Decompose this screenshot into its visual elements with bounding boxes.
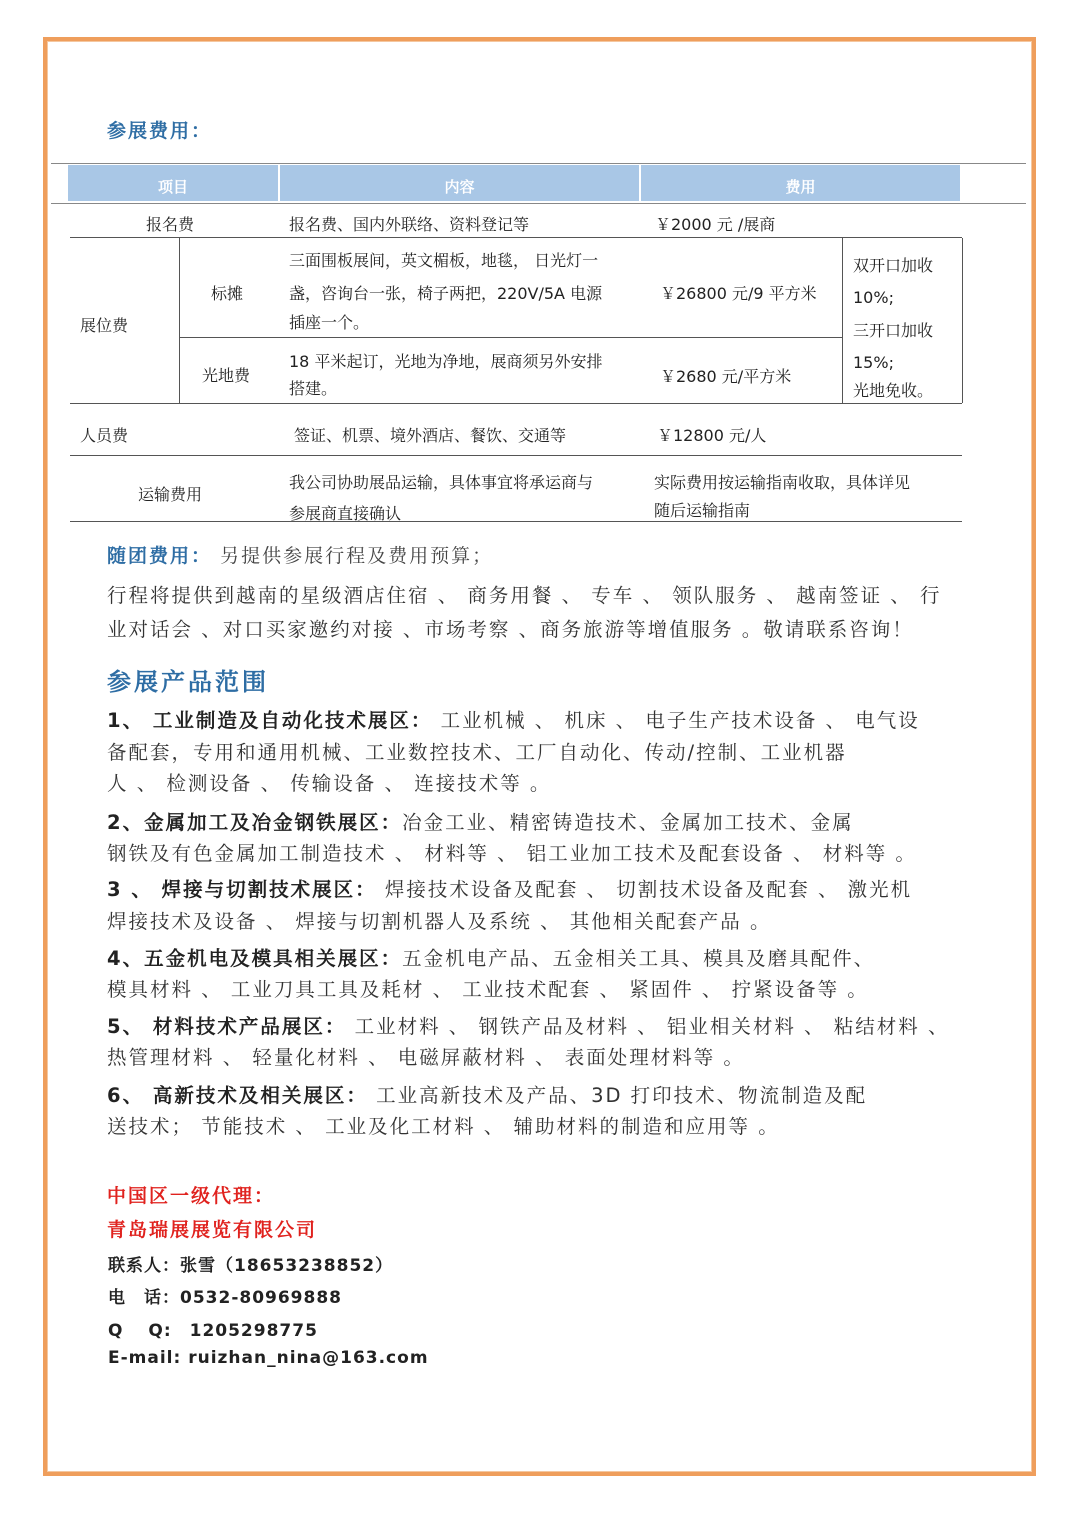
row-rule — [180, 337, 842, 338]
row-booth-item: 展位费 — [80, 316, 129, 335]
booth-raw-content-line-1: 18 平米起订，光地为净地，展商须另外安排 — [289, 352, 603, 371]
booth-raw-fee: ￥2680 元/平方米 — [660, 367, 792, 386]
scope-heading-6: 6、 高新技术及相关展区： — [107, 1084, 368, 1107]
booth-note-line-1: 双开口加收 — [853, 256, 934, 275]
scope-line: 工业材料 、 钢铁产品及材料 、 铝业相关材料 、 粘结材料 、 — [354, 1015, 950, 1038]
scope-line: 钢铁及有色金属加工制造技术 、 材料等 、 铝工业加工技术及配套设备 、 材料等 。 — [107, 842, 917, 865]
col-rule — [179, 238, 180, 403]
booth-raw-label: 光地费 — [202, 366, 251, 385]
header-label-content: 内容 — [444, 178, 475, 196]
row-transport-content-line-2: 参展商直接确认 — [289, 504, 402, 523]
row-transport-fee-line-2: 随后运输指南 — [654, 501, 751, 520]
row-transport-content-line-1: 我公司协助展品运输，具体事宜将承运商与 — [289, 473, 594, 492]
row-rule — [70, 455, 962, 456]
group-fee-intro: 另提供参展行程及费用预算； — [220, 545, 494, 567]
group-fee-title: 随团费用： — [107, 545, 213, 567]
row-registration-content: 报名费、国内外联络、资料登记等 — [289, 215, 530, 234]
scope-title: 参展产品范围 — [107, 668, 269, 696]
scope-line: 焊接技术及设备 、 焊接与切割机器人及系统 、 其他相关配套产品 。 — [107, 910, 772, 933]
scope-line: 备配套，专用和通用机械、工业数控技术、工厂自动化、传动/控制、工业机器 — [107, 741, 847, 764]
scope-line: 人 、 检测设备 、 传输设备 、 连接技术等 。 — [107, 772, 552, 795]
booth-note-line-2: 10%; — [853, 288, 894, 307]
agent-company: 青岛瑞展展览有限公司 — [107, 1219, 318, 1241]
scope-line: 冶金工业、精密铸造技术、金属加工技术、金属 — [402, 811, 854, 834]
scope-line: 五金机电产品、五金相关工具、模具及磨具配件、 — [402, 947, 876, 970]
col-rule — [842, 238, 843, 403]
scope-line: 热管理材料 、 轻量化材料 、 电磁屏蔽材料 、 表面处理材料等 。 — [107, 1046, 745, 1069]
booth-standard-content-line-3: 插座一个。 — [289, 313, 370, 332]
booth-standard-content-line-2: 盏，咨询台一张，椅子两把，220V/5A 电源 — [289, 284, 603, 303]
row-transport-fee-line-1: 实际费用按运输指南收取，具体详见 — [654, 473, 911, 492]
scope-heading-3: 3 、 焊接与切割技术展区： — [107, 878, 377, 901]
agent-phone: 电 话：0532-80969888 — [108, 1288, 342, 1308]
table-top-rule — [51, 163, 1026, 164]
row-rule — [70, 403, 962, 404]
agent-email[interactable]: E-mail: ruizhan_nina@163.com — [108, 1348, 429, 1368]
scope-line: 工业机械 、 机床 、 电子生产技术设备 、 电气设 — [440, 709, 920, 732]
agent-contact: 联系人：张雪（18653238852） — [108, 1256, 394, 1276]
booth-standard-fee: ￥26800 元/9 平方米 — [660, 284, 817, 303]
group-fee-line — [107, 541, 493, 568]
booth-note-line-5: 光地免收。 — [853, 381, 934, 400]
col-rule — [962, 238, 963, 403]
row-transport-item: 运输费用 — [138, 485, 203, 504]
booth-raw-content-line-2: 搭建。 — [289, 379, 338, 398]
booth-standard-label: 标摊 — [211, 284, 244, 303]
row-personnel-fee: ￥12800 元/人 — [657, 426, 767, 445]
booth-note-line-3: 三开口加收 — [853, 321, 934, 340]
header-label-item: 项目 — [157, 178, 188, 196]
row-rule — [70, 521, 962, 522]
group-fee-line-1: 行程将提供到越南的星级酒店住宿 、 商务用餐 、 专车 、 领队服务 、 越南签证 、 行 — [107, 584, 942, 607]
row-personnel-item: 人员费 — [80, 426, 129, 445]
agent-title: 中国区一级代理： — [107, 1185, 276, 1207]
scope-heading-2: 2、金属加工及冶金钢铁展区： — [107, 811, 403, 834]
scope-line: 焊接技术设备及配套 、 切割技术设备及配套 、 激光机 — [384, 878, 913, 901]
group-fee-line-2: 业对话会 、对口买家邀约对接 、市场考察 、商务旅游等增值服务 。敬请联系咨询！ — [107, 618, 914, 641]
booth-note-line-4: 15%; — [853, 353, 894, 372]
agent-qq: Q Q: 1205298775 — [108, 1321, 318, 1341]
row-registration-item: 报名费 — [146, 215, 195, 234]
scope-heading-5: 5、 材料技术产品展区： — [107, 1015, 347, 1038]
fee-section-title: 参展费用： — [107, 120, 213, 142]
table-header-rule — [51, 203, 1026, 204]
scope-heading-4: 4、五金机电及模具相关展区： — [107, 947, 403, 970]
header-label-fee: 费用 — [785, 178, 816, 196]
row-registration-fee: ￥2000 元 /展商 — [655, 215, 776, 234]
row-personnel-content: 签证、机票、境外酒店、餐饮、交通等 — [294, 426, 567, 445]
scope-line: 送技术； 节能技术 、 工业及化工材料 、 辅助材料的制造和应用等 。 — [107, 1115, 780, 1138]
scope-line: 模具材料 、 工业刀具工具及耗材 、 工业技术配套 、 紧固件 、 拧紧设备等 。 — [107, 978, 869, 1001]
booth-standard-content-line-1: 三面围板展间，英文楣板，地毯， 日光灯一 — [289, 251, 599, 270]
scope-heading-1: 1、 工业制造及自动化技术展区： — [107, 709, 433, 732]
scope-line: 工业高新技术及产品、3D 打印技术、物流制造及配 — [376, 1084, 868, 1107]
